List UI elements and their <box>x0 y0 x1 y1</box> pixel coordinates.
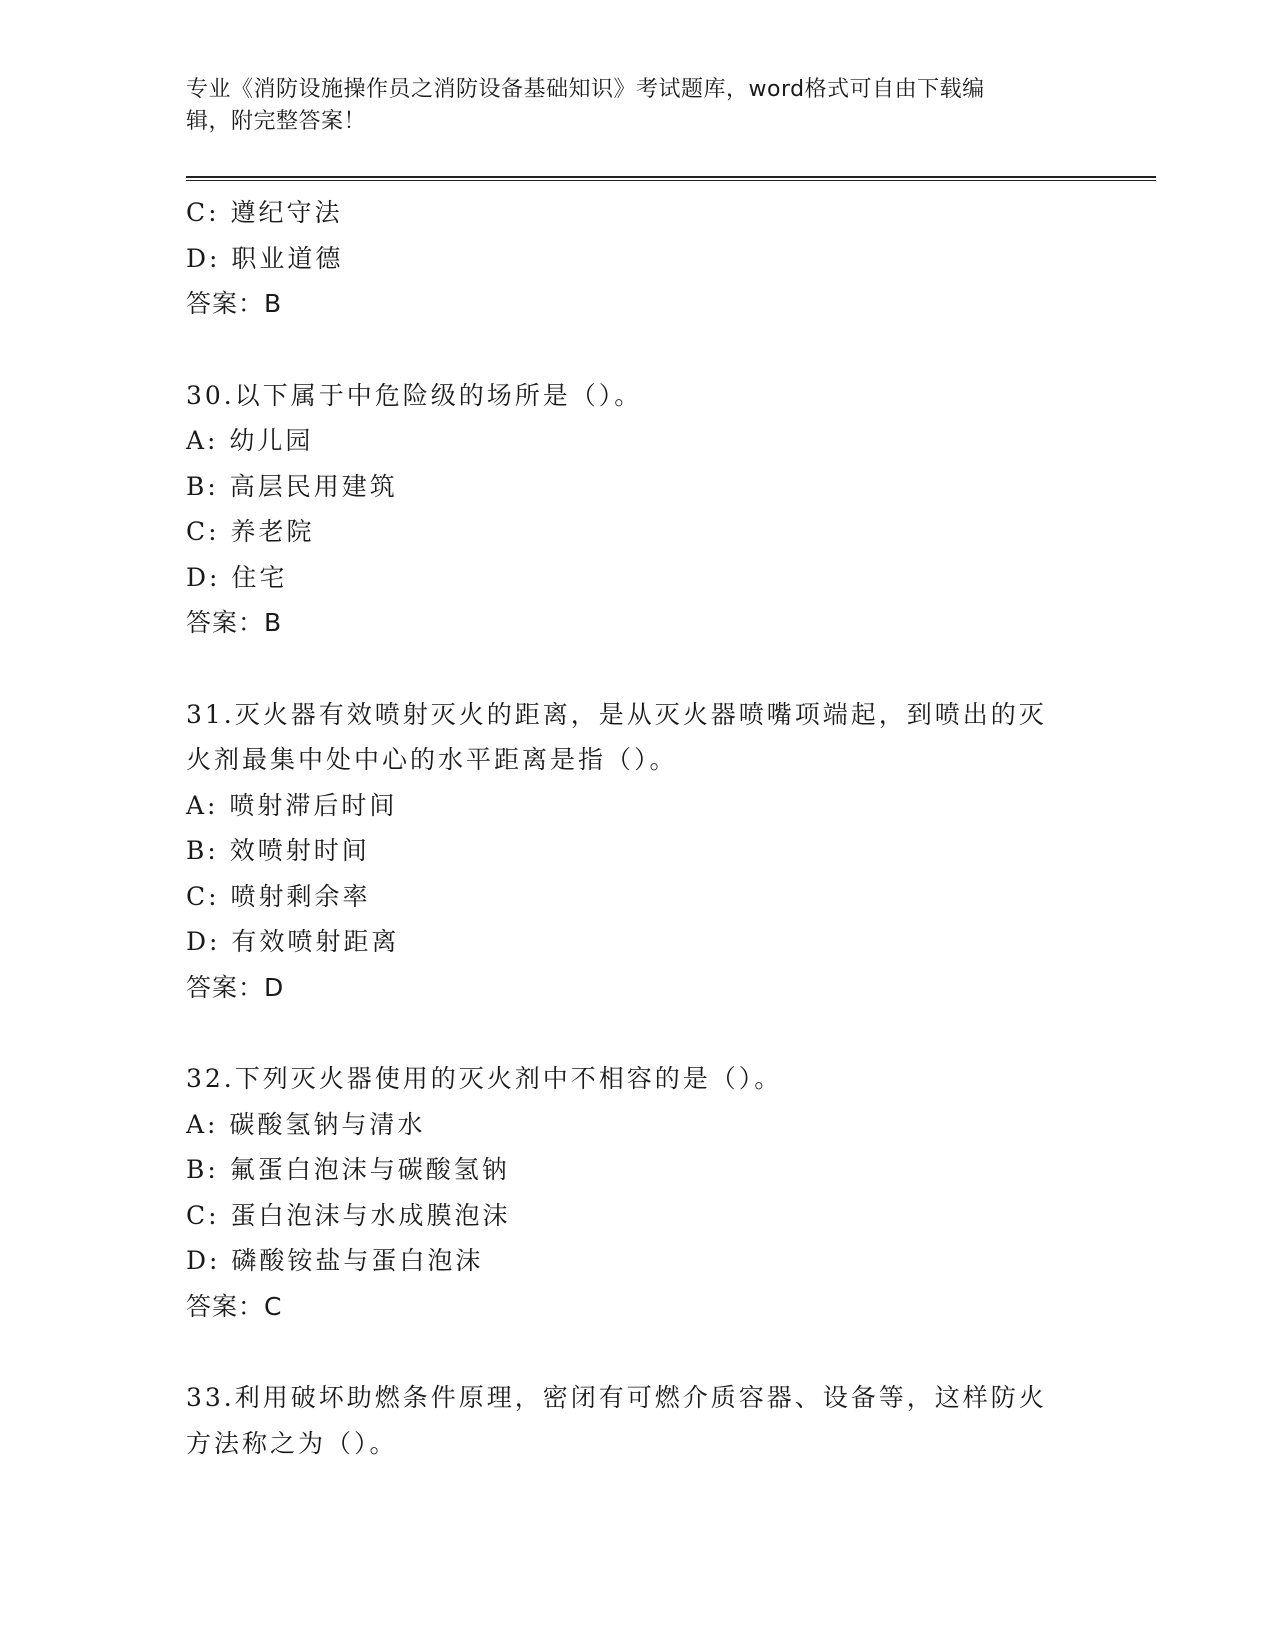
answer: 答案：B <box>186 289 283 318</box>
question-text-continued: 方法称之为（）。 <box>186 1428 398 1458</box>
question-29-tail <box>186 190 1086 327</box>
question-text: 30.以下属于中危险级的场所是（）。 <box>186 380 643 410</box>
option-c: C: 养老院 <box>186 517 315 546</box>
question-list <box>186 190 1086 1466</box>
question-text: 32.下列灭火器使用的灭火剂中不相容的是（）。 <box>186 1064 783 1093</box>
option-b: B: 氟蛋白泡沫与碳酸氢钠 <box>186 1155 510 1184</box>
option-a: A: 喷射滞后时间 <box>186 790 398 820</box>
question-31 <box>186 692 1086 1011</box>
option-c: C: 喷射剩余率 <box>186 881 371 911</box>
option-d: D: 住宅 <box>186 562 288 592</box>
option-a: A: 碳酸氢钠与清水 <box>186 1109 426 1139</box>
question-text: 33.利用破坏助燃条件原理，密闭有可燃介质容器、设备等，这样防火 <box>186 1383 1047 1412</box>
option-d: D: 有效喷射距离 <box>186 927 400 956</box>
question-32 <box>186 1056 1086 1329</box>
spacer <box>186 1329 1086 1375</box>
answer: 答案：D <box>186 972 285 1002</box>
option-d: D: 职业道德 <box>186 243 344 273</box>
spacer <box>186 1010 1086 1056</box>
question-33 <box>186 1375 1086 1466</box>
option-a: A: 幼儿园 <box>186 426 314 455</box>
answer: 答案：B <box>186 608 283 637</box>
spacer <box>186 327 1086 373</box>
option-b: B: 高层民用建筑 <box>186 471 398 501</box>
document-header <box>186 74 1086 138</box>
option-d: D: 磷酸铵盐与蛋白泡沫 <box>186 1246 484 1275</box>
question-30 <box>186 373 1086 646</box>
spacer <box>186 646 1086 692</box>
header-line-1: 专业《消防设施操作员之消防设备基础知识》考试题库，word格式可自由下载编 <box>186 77 985 102</box>
question-text: 31.灭火器有效喷射灭火的距离，是从灭火器喷嘴项端起，到喷出的灭 <box>186 699 1047 729</box>
question-text-continued: 火剂最集中处中心的水平距离是指（）。 <box>186 745 678 774</box>
option-b: B: 效喷射时间 <box>186 836 370 865</box>
header-divider <box>186 176 1156 181</box>
answer: 答案：C <box>186 1291 283 1321</box>
option-c: C: 遵纪守法 <box>186 198 343 227</box>
option-c: C: 蛋白泡沫与水成膜泡沫 <box>186 1200 511 1230</box>
header-line-2: 辑，附完整答案！ <box>186 109 367 134</box>
